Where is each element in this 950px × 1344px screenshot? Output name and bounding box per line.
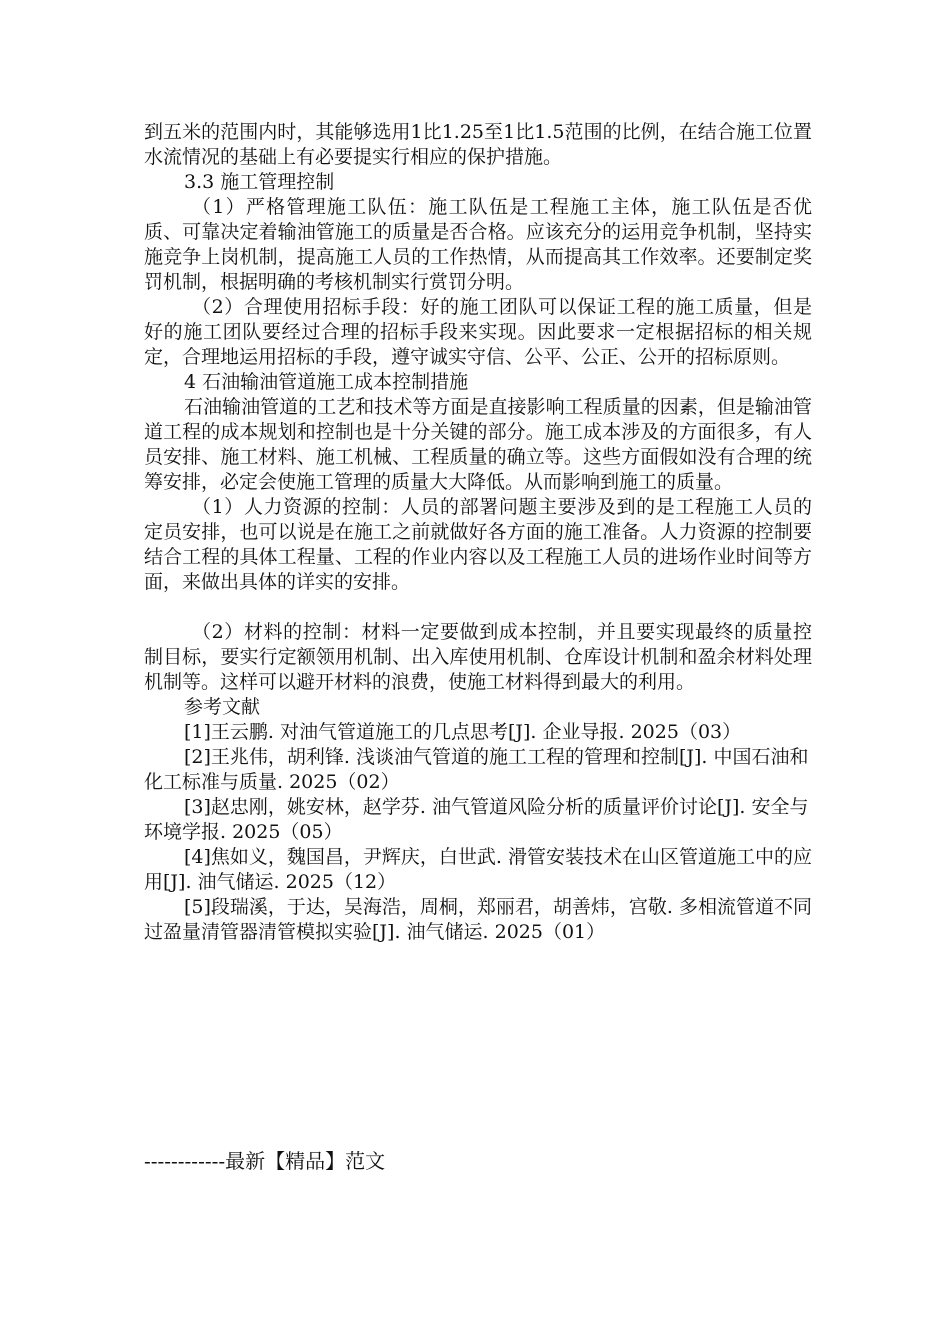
references-section xyxy=(144,695,812,945)
paragraph-construction-team: （1）严格管理施工队伍：施工队伍是工程施工主体，施工队伍是否优质、可靠决定着输油管施工的质量是否合格。应该充分的运用竞争机制，坚持实施竞争上岗机制，提高施工人员的工作热情，从而提高其工作效率。还要制定奖罚机制，根据明确的考核机制实行赏罚分明。 xyxy=(144,196,812,293)
paragraph-materials: （2）材料的控制：材料一定要做到成本控制，并且要实现最终的质量控制目标，要实行定额领用机制、出入库使用机制、仓库设计机制和盈余材料处理机制等。这样可以避开材料的浪费，使施工材料得到最大的利用。 xyxy=(144,621,812,693)
reference-item: [4]焦如义，魏国昌，尹辉庆，白世武. 滑管安装技术在山区管道施工中的应用[J]. 油气储运. 2025（12） xyxy=(144,846,812,893)
reference-item: [5]段瑞溪，于达，吴海浩，周桐，郑丽君，胡善炜，宫敬. 多相流管道不同过盈量清管器清管模拟实验[J]. 油气储运. 2025（01） xyxy=(144,896,812,943)
document-body xyxy=(144,120,812,945)
paragraph-continuation: 到五米的范围内时，其能够选用1比1.25至1比1.5范围的比例，在结合施工位置水流情况的基础上有必要提实行相应的保护措施。 xyxy=(144,121,812,168)
references-heading: 参考文献 xyxy=(184,696,261,718)
blank-line xyxy=(144,595,812,620)
paragraph-cost-overview: 石油输油管道的工艺和技术等方面是直接影响工程质量的因素，但是输油管道工程的成本规划和控制也是十分关键的部分。施工成本涉及的方面很多，有人员安排、施工材料、施工机械、工程质量的确立等。这些方面假如没有合理的统筹安排，必定会使施工管理的质量大大降低。从而影响到施工的质量。 xyxy=(144,396,812,493)
section-heading-3-3: 3.3 施工管理控制 xyxy=(184,171,335,193)
paragraph-human-resources: （1）人力资源的控制：人员的部署问题主要涉及到的是工程施工人员的定员安排，也可以说是在施工之前就做好各方面的施工准备。人力资源的控制要结合工程的具体工程量、工程的作业内容以及工程施工人员的进场作业时间等方面，来做出具体的详实的安排。 xyxy=(144,496,812,593)
paragraph-bidding: （2）合理使用招标手段：好的施工团队可以保证工程的施工质量，但是好的施工团队要经过合理的招标手段来实现。因此要求一定根据招标的相关规定，合理地运用招标的手段，遵守诚实守信、公平、公正、公开的招标原则。 xyxy=(144,296,812,368)
page-footer: ------------最新【精品】范文 xyxy=(144,1149,386,1173)
reference-item: [1]王云鹏. 对油气管道施工的几点思考[J]. 企业导报. 2025（03） xyxy=(184,721,742,743)
reference-item: [3]赵忠刚，姚安林，赵学芬. 油气管道风险分析的质量评价讨论[J]. 安全与环境学报. 2025（05） xyxy=(144,796,809,843)
section-heading-4: 4 石油输油管道施工成本控制措施 xyxy=(184,371,469,393)
reference-item: [2]王兆伟，胡利锋. 浅谈油气管道的施工工程的管理和控制[J]. 中国石油和化工标准与质量. 2025（02） xyxy=(144,746,809,793)
